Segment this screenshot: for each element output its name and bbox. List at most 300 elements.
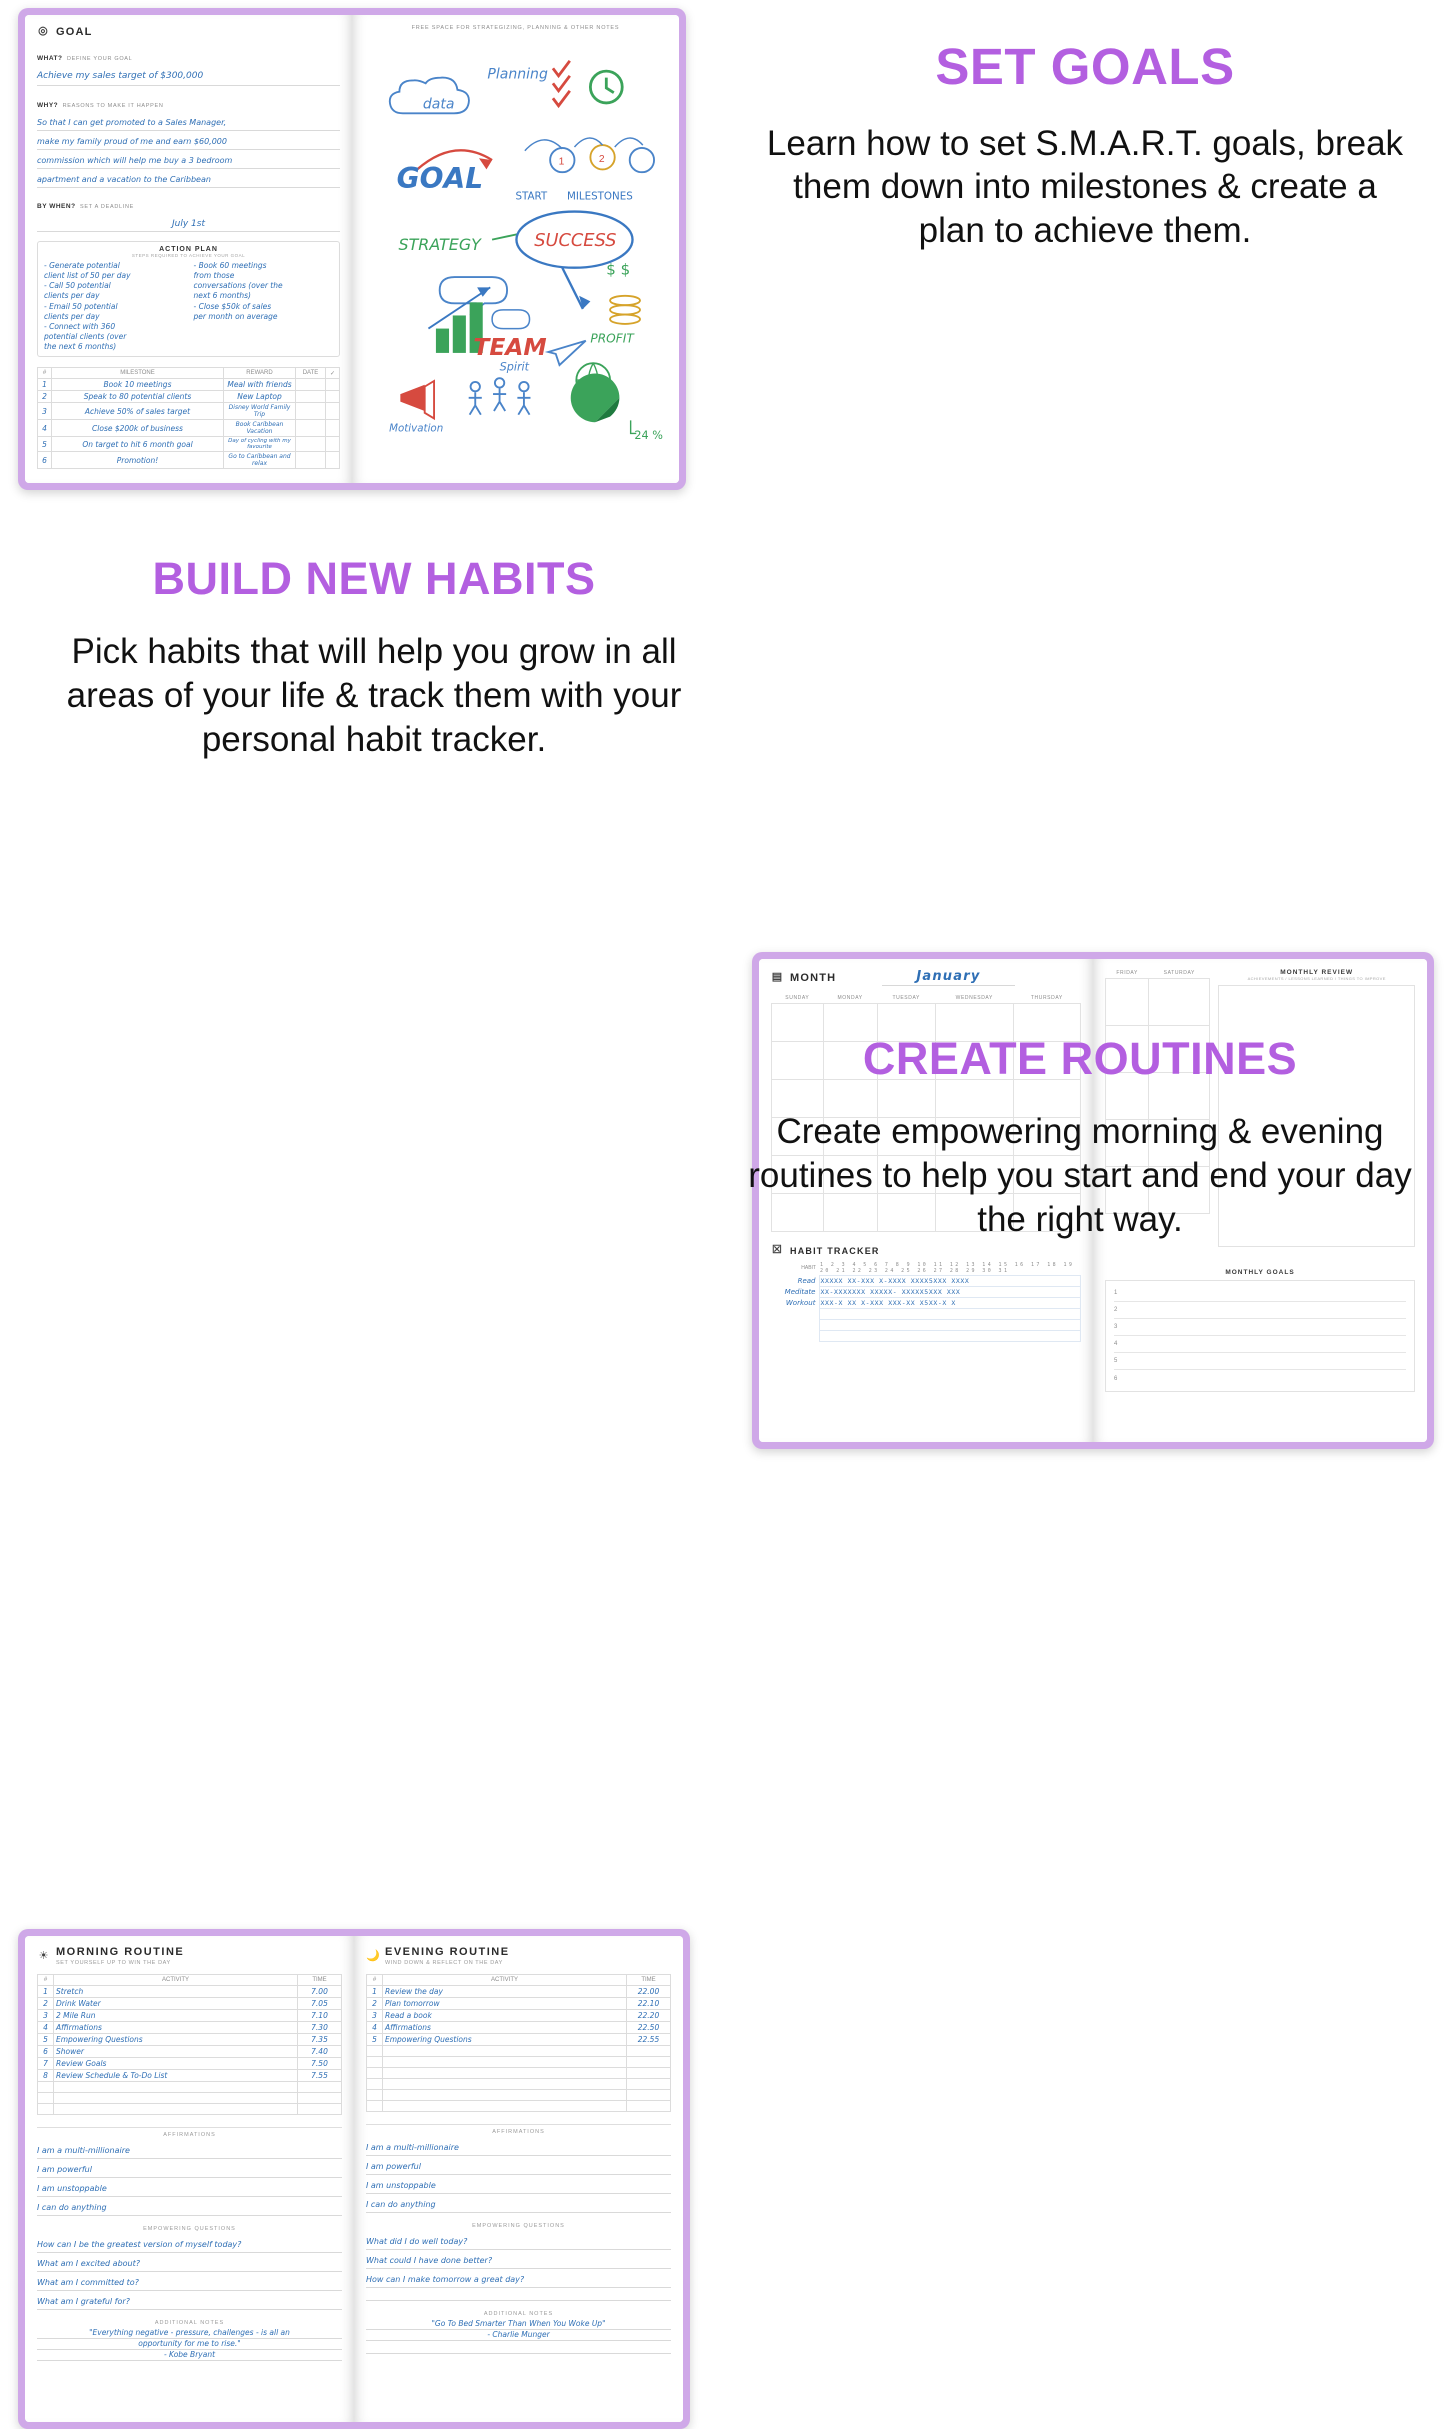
goal-why-line-2: make my family proud of me and earn $60,000 <box>37 137 227 146</box>
evening-row-11-time[interactable] <box>627 2101 671 2112</box>
evening-row-3-activity: Read a book <box>383 2010 627 2022</box>
habit-name-1: Read <box>797 1277 816 1285</box>
morning-row-11-num[interactable] <box>38 2104 54 2115</box>
goal-why-hint: REASONS TO MAKE IT HAPPEN <box>62 103 164 109</box>
evening-question-2: What could I have done better? <box>366 2256 493 2265</box>
milestone-2-text: Speak to 80 potential clients <box>52 391 224 403</box>
morning-row-10-activity[interactable] <box>54 2093 298 2104</box>
action-plan-left-6: clients per day <box>44 311 100 321</box>
goal-why-label: WHY? <box>37 102 59 109</box>
action-plan-right-2: from those <box>193 271 235 281</box>
promo-build-habits-body: Pick habits that will help you grow in all areas of your life & track them with your personal habit tracker. <box>66 632 682 759</box>
milestone-4-check <box>326 420 340 437</box>
habit-marks-empty[interactable] <box>819 1331 1081 1342</box>
list-item[interactable] <box>1114 1285 1406 1302</box>
table-row[interactable] <box>38 2046 342 2058</box>
habit-name-3: Workout <box>785 1299 816 1307</box>
evening-row-4-activity: Affirmations <box>383 2022 627 2034</box>
evening-table-header <box>367 1975 671 1986</box>
evening-question-4[interactable] <box>366 2288 671 2301</box>
milestone-6-num: 6 <box>38 452 52 469</box>
promo-set-goals <box>735 40 1435 253</box>
action-plan-column-right <box>194 261 334 352</box>
evening-note-line-2: - Charlie Munger <box>366 2330 671 2341</box>
evening-notes-content <box>366 2319 671 2354</box>
evening-row-7-num[interactable] <box>367 2057 383 2068</box>
weekday-monday: MONDAY <box>837 995 863 1001</box>
morning-row-2-time: 7.05 <box>298 1998 342 2010</box>
list-item[interactable] <box>1114 1370 1406 1387</box>
goal-spread-pages <box>25 15 679 483</box>
milestones-header-milestone: MILESTONE <box>52 368 224 379</box>
table-row[interactable] <box>38 2022 342 2034</box>
action-plan-left-8: potential clients (over <box>44 331 127 341</box>
evening-row-7-activity[interactable] <box>383 2057 627 2068</box>
morning-row-7-num: 7 <box>38 2058 54 2070</box>
habit-name-2: Meditate <box>784 1288 816 1296</box>
weekday-tuesday: TUESDAY <box>892 995 920 1001</box>
morning-row-5-time: 7.35 <box>298 2034 342 2046</box>
morning-note-line-2: opportunity for me to rise." <box>37 2339 342 2350</box>
action-plan-title: ACTION PLAN <box>159 246 218 253</box>
action-plan-left-2: client list of 50 per day <box>44 271 131 281</box>
milestone-3-date <box>296 403 326 420</box>
evening-row-3-num: 3 <box>367 2010 383 2022</box>
table-row <box>38 452 340 469</box>
check-square-icon: ☒ <box>771 1244 784 1256</box>
evening-row-1-activity: Review the day <box>383 1986 627 1998</box>
evening-row-3-time: 22.20 <box>627 2010 671 2022</box>
morning-note-line-3: - Kobe Bryant <box>37 2350 342 2361</box>
milestone-6-text: Promotion! <box>52 452 224 469</box>
table-row[interactable] <box>38 2093 342 2104</box>
list-item[interactable] <box>1114 1319 1406 1336</box>
svg-text:1: 1 <box>558 156 565 168</box>
svg-text:Spirit: Spirit <box>499 360 530 374</box>
action-plan-box <box>37 241 340 357</box>
table-row[interactable] <box>38 2070 342 2082</box>
promo-build-habits <box>18 555 730 762</box>
list-item[interactable] <box>1114 1336 1406 1353</box>
milestone-1-reward: Meal with friends <box>224 379 296 391</box>
svg-text:START: START <box>515 190 548 203</box>
morning-row-11-activity[interactable] <box>54 2104 298 2115</box>
svg-text:MILESTONES: MILESTONES <box>566 190 633 203</box>
action-plan-left-1: - Generate potential <box>44 261 120 270</box>
habit-tracker-title <box>771 1244 1081 1257</box>
milestone-6-date <box>296 452 326 469</box>
strategy-doodles <box>352 29 679 469</box>
goal-spread-book <box>18 8 686 490</box>
table-row[interactable] <box>38 2104 342 2115</box>
evening-affirmations-list <box>366 2137 671 2213</box>
table-row <box>38 403 340 420</box>
monthly-goals-box <box>1105 1269 1415 1392</box>
action-plan-right-1: - Book 60 meetings <box>193 261 267 270</box>
goal-why-line-3: commission which will help me buy a 3 bedroom <box>37 156 233 165</box>
svg-text:2: 2 <box>598 153 605 165</box>
morning-questions-list <box>37 2234 342 2310</box>
month-value: January <box>882 969 1014 986</box>
table-row[interactable] <box>38 2082 342 2093</box>
milestone-1-date <box>296 379 326 391</box>
milestone-5-text: On target to hit 6 month goal <box>52 437 224 452</box>
morning-activity-table <box>37 1974 342 2115</box>
morning-row-8-activity: Review Schedule & To-Do List <box>54 2070 298 2082</box>
action-plan-subtitle: STEPS REQUIRED TO ACHIEVE YOUR GOAL <box>131 253 246 258</box>
moon-icon: 🌙 <box>366 1949 380 1962</box>
morning-notes-content <box>37 2328 342 2361</box>
morning-row-2-activity: Drink Water <box>54 1998 298 2010</box>
morning-question-2: What am I excited about? <box>37 2259 140 2268</box>
morning-routine-subtitle: SET YOURSELF UP TO WIN THE DAY <box>56 1960 171 1966</box>
svg-text:data: data <box>422 96 455 113</box>
morning-question-3: What am I committed to? <box>37 2278 139 2287</box>
table-row[interactable] <box>38 1998 342 2010</box>
milestone-2-date <box>296 391 326 403</box>
evening-affirmation-3: I am unstoppable <box>366 2181 436 2190</box>
evening-row-1-time: 22.00 <box>627 1986 671 1998</box>
action-plan-right-5: - Close $50k of sales <box>193 301 272 311</box>
promo-set-goals-heading: SET GOALS <box>935 38 1235 95</box>
morning-affirmation-1: I am a multi-millionaire <box>37 2146 130 2155</box>
evening-routine-subtitle: WIND DOWN & REFLECT ON THE DAY <box>385 1960 503 1966</box>
evening-affirmation-1: I am a multi-millionaire <box>366 2143 459 2152</box>
table-row[interactable] <box>367 2057 671 2068</box>
promo-set-goals-body: Learn how to set S.M.A.R.T. goals, break them down into milestones & create a plan to achieve them. <box>766 123 1404 251</box>
milestone-2-check <box>326 391 340 403</box>
evening-row-9-activity[interactable] <box>383 2079 627 2090</box>
monthly-goals-title: MONTHLY GOALS <box>1225 1269 1295 1276</box>
calendar-weekday-header <box>772 994 1081 1004</box>
goal-number-6: 6 <box>1114 1375 1118 1382</box>
habit-marks-1: XXXXX XX-XXX X-XXXX XXXX5XXX XXXX <box>819 1276 1081 1287</box>
morning-row-11-time[interactable] <box>298 2104 342 2115</box>
milestone-6-reward: Go to Caribbean and relax <box>224 452 296 469</box>
goal-bywhen-hint: SET A DEADLINE <box>80 204 135 210</box>
calendar-week-row[interactable] <box>1106 979 1210 1026</box>
goal-what-value: Achieve my sales target of $300,000 <box>37 71 204 81</box>
table-row[interactable] <box>367 2079 671 2090</box>
morning-row-1-time: 7.00 <box>298 1986 342 1998</box>
morning-row-4-activity: Affirmations <box>54 2022 298 2034</box>
morning-routine-header <box>37 1946 342 1966</box>
evening-affirmations-title: AFFIRMATIONS <box>366 2124 671 2135</box>
table-row <box>38 379 340 391</box>
goal-page-left <box>25 15 352 483</box>
action-plan-left-5: - Email 50 potential <box>44 301 118 311</box>
evening-row-10-time[interactable] <box>627 2090 671 2101</box>
evening-row-2-activity: Plan tomorrow <box>383 1998 627 2010</box>
action-plan-right-6: per month on average <box>193 311 278 321</box>
milestone-1-check <box>326 379 340 391</box>
milestone-3-reward: Disney World Family Trip <box>224 403 296 420</box>
morning-routine-page <box>25 1936 354 2422</box>
morning-header-time: TIME <box>298 1975 342 1986</box>
evening-affirmation-4: I can do anything <box>366 2200 436 2209</box>
morning-question-1: How can I be the greatest version of myself today? <box>37 2240 242 2249</box>
morning-table-header <box>38 1975 342 1986</box>
calendar-cell[interactable] <box>1149 979 1210 1026</box>
evening-row-6-num[interactable] <box>367 2046 383 2057</box>
svg-text:SUCCESS: SUCCESS <box>534 230 617 252</box>
habit-marks-empty[interactable] <box>819 1320 1081 1331</box>
morning-row-2-num: 2 <box>38 1998 54 2010</box>
evening-row-4-num: 4 <box>367 2022 383 2034</box>
evening-note-line-3[interactable] <box>366 2341 671 2354</box>
milestone-5-num: 5 <box>38 437 52 452</box>
table-row[interactable] <box>367 2010 671 2022</box>
milestone-5-date <box>296 437 326 452</box>
action-plan-right-3: conversations (over the <box>193 281 283 291</box>
evening-header-activity: ACTIVITY <box>383 1975 627 1986</box>
calendar-weekday-header <box>1106 969 1210 979</box>
morning-header-num: # <box>38 1975 54 1986</box>
evening-row-7-time[interactable] <box>627 2057 671 2068</box>
notes-header: FREE SPACE FOR STRATEGIZING, PLANNING & OTHER NOTES <box>411 25 620 31</box>
action-plan-right-4: next 6 months) <box>193 291 251 301</box>
table-row[interactable] <box>771 1309 1081 1320</box>
routines-spread-book <box>18 1929 690 2429</box>
sun-icon: ☀ <box>38 1949 49 1962</box>
evening-row-11-activity[interactable] <box>383 2101 627 2112</box>
morning-affirmations-list <box>37 2140 342 2216</box>
evening-note-line-1: "Go To Bed Smarter Than When You Woke Up" <box>366 2319 671 2330</box>
goal-what-label: WHAT? <box>37 55 63 62</box>
table-row[interactable] <box>38 1986 342 1998</box>
svg-text:TEAM: TEAM <box>473 332 547 361</box>
morning-question-4: What am I grateful for? <box>37 2297 130 2306</box>
monthly-review-title: MONTHLY REVIEW <box>1280 969 1354 976</box>
evening-routine-header <box>366 1946 671 1966</box>
calendar-cell[interactable] <box>1106 979 1149 1026</box>
svg-text:PROFIT: PROFIT <box>590 331 634 346</box>
evening-row-4-time: 22.50 <box>627 2022 671 2034</box>
evening-row-2-num: 2 <box>367 1998 383 2010</box>
list-item[interactable] <box>1114 1353 1406 1370</box>
morning-row-8-time: 7.55 <box>298 2070 342 2082</box>
evening-row-8-activity[interactable] <box>383 2068 627 2079</box>
morning-routine-title: MORNING ROUTINE <box>56 1946 185 1958</box>
evening-affirmation-2: I am powerful <box>366 2162 421 2171</box>
milestone-6-check <box>326 452 340 469</box>
morning-row-4-time: 7.30 <box>298 2022 342 2034</box>
milestone-4-num: 4 <box>38 420 52 437</box>
milestone-4-date <box>296 420 326 437</box>
weekday-friday: FRIDAY <box>1116 970 1138 976</box>
milestone-3-check <box>326 403 340 420</box>
table-row[interactable] <box>771 1331 1081 1342</box>
milestones-header-num: # <box>38 368 52 379</box>
milestone-4-reward: Book Caribbean Vacation <box>224 420 296 437</box>
morning-row-10-num[interactable] <box>38 2093 54 2104</box>
evening-question-3: How can I make tomorrow a great day? <box>366 2275 525 2284</box>
weekday-sunday: SUNDAY <box>785 995 810 1001</box>
promo-create-routines <box>724 1035 1436 1242</box>
milestone-3-num: 3 <box>38 403 52 420</box>
month-title-text: MONTH <box>790 971 837 984</box>
milestone-1-num: 1 <box>38 379 52 391</box>
weekday-saturday: SATURDAY <box>1163 970 1195 976</box>
promo-create-routines-body: Create empowering morning & evening routines to help you start and end your day the right way. <box>748 1112 1412 1239</box>
evening-row-5-time: 22.55 <box>627 2034 671 2046</box>
milestones-table <box>37 367 340 469</box>
list-item[interactable] <box>1114 1302 1406 1319</box>
routines-spread-pages <box>25 1936 683 2422</box>
milestones-header-row <box>38 368 340 379</box>
evening-routine-page <box>354 1936 683 2422</box>
weekday-wednesday: WEDNESDAY <box>955 995 993 1001</box>
evening-row-10-num[interactable] <box>367 2090 383 2101</box>
milestones-header-check: ✓ <box>326 368 340 379</box>
goal-number-1: 1 <box>1114 1290 1118 1296</box>
table-row[interactable] <box>367 1986 671 1998</box>
goal-number-5: 5 <box>1114 1358 1118 1364</box>
milestone-2-num: 2 <box>38 391 52 403</box>
morning-row-7-time: 7.50 <box>298 2058 342 2070</box>
evening-row-1-num: 1 <box>367 1986 383 1998</box>
table-row[interactable] <box>367 2046 671 2057</box>
morning-row-8-num: 8 <box>38 2070 54 2082</box>
table-row <box>38 437 340 452</box>
habit-days-list: 1 2 3 4 5 6 7 8 9 10 11 12 13 14 15 16 17 18 19 20 21 22 23 24 25 26 27 28 29 30 31 <box>820 1262 1075 1274</box>
morning-row-1-activity: Stretch <box>54 1986 298 1998</box>
evening-row-8-time[interactable] <box>627 2068 671 2079</box>
habit-marks-3: XXX-X XX X-XXX XXX-XX X5XX-X X <box>819 1298 1081 1309</box>
table-row[interactable] <box>367 2101 671 2112</box>
morning-affirmation-2: I am powerful <box>37 2165 92 2174</box>
habit-marks-2: XX-XXXXXXX XXXXX- XXXXX5XXX XXX <box>819 1287 1081 1298</box>
table-row[interactable] <box>771 1320 1081 1331</box>
evening-row-10-activity[interactable] <box>383 2090 627 2101</box>
evening-questions-list <box>366 2231 671 2301</box>
morning-row-9-num[interactable] <box>38 2082 54 2093</box>
evening-row-6-activity[interactable] <box>383 2046 627 2057</box>
goal-what-hint: DEFINE YOUR GOAL <box>66 56 133 62</box>
evening-header-time: TIME <box>627 1975 671 1986</box>
goal-number-3: 3 <box>1114 1324 1118 1330</box>
table-row[interactable] <box>367 2034 671 2046</box>
table-row[interactable] <box>771 1298 1081 1309</box>
evening-row-5-num: 5 <box>367 2034 383 2046</box>
table-row[interactable] <box>367 2068 671 2079</box>
morning-row-6-time: 7.40 <box>298 2046 342 2058</box>
evening-row-11-num[interactable] <box>367 2101 383 2112</box>
monthly-review-subtitle: ACHIEVEMENTS / LESSONS LEARNED / THINGS TO IMPROVE <box>1247 976 1386 981</box>
evening-activity-table <box>366 1974 671 2112</box>
evening-row-8-num[interactable] <box>367 2068 383 2079</box>
morning-row-7-activity: Review Goals <box>54 2058 298 2070</box>
goal-number-4: 4 <box>1114 1341 1118 1347</box>
morning-header-activity: ACTIVITY <box>54 1975 298 1986</box>
goal-bywhen-value: July 1st <box>172 219 205 229</box>
morning-row-10-time[interactable] <box>298 2093 342 2104</box>
morning-row-6-activity: Shower <box>54 2046 298 2058</box>
milestone-3-text: Achieve 50% of sales target <box>52 403 224 420</box>
morning-row-9-time[interactable] <box>298 2082 342 2093</box>
milestones-header-reward: REWARD <box>224 368 296 379</box>
action-plan-left-7: - Connect with 360 <box>44 321 116 331</box>
milestone-4-text: Close $200k of business <box>52 420 224 437</box>
evening-row-5-activity: Empowering Questions <box>383 2034 627 2046</box>
evening-header-num: # <box>367 1975 383 1986</box>
morning-row-3-activity: 2 Mile Run <box>54 2010 298 2022</box>
promo-create-routines-heading: CREATE ROUTINES <box>862 1033 1298 1084</box>
target-icon: ◎ <box>38 25 49 37</box>
goal-why-line-4: apartment and a vacation to the Caribbean <box>37 175 211 184</box>
morning-row-6-num: 6 <box>38 2046 54 2058</box>
table-row[interactable] <box>38 2034 342 2046</box>
table-row[interactable] <box>38 2058 342 2070</box>
evening-row-2-time: 22.10 <box>627 1998 671 2010</box>
morning-questions-title: EMPOWERING QUESTIONS <box>143 2226 236 2232</box>
milestone-1-text: Book 10 meetings <box>52 379 224 391</box>
milestone-2-reward: New Laptop <box>224 391 296 403</box>
evening-row-6-time[interactable] <box>627 2046 671 2057</box>
evening-row-9-time[interactable] <box>627 2079 671 2090</box>
table-row <box>38 420 340 437</box>
action-plan-left-3: - Call 50 potential <box>44 281 111 291</box>
table-row[interactable] <box>38 2010 342 2022</box>
month-section-title <box>771 969 1081 986</box>
morning-row-1-num: 1 <box>38 1986 54 1998</box>
milestone-5-check <box>326 437 340 452</box>
action-plan-column-left <box>44 261 184 352</box>
goal-bywhen-label: BY WHEN? <box>37 203 76 210</box>
morning-affirmations-title: AFFIRMATIONS <box>37 2127 342 2138</box>
table-row[interactable] <box>367 2090 671 2101</box>
goal-number-2: 2 <box>1114 1307 1118 1313</box>
goal-section-title <box>37 25 340 38</box>
evening-row-9-num[interactable] <box>367 2079 383 2090</box>
morning-row-3-num: 3 <box>38 2010 54 2022</box>
evening-notes-title: ADDITIONAL NOTES <box>483 2311 554 2317</box>
table-row[interactable] <box>367 2022 671 2034</box>
morning-row-3-time: 7.10 <box>298 2010 342 2022</box>
milestone-5-reward: Day of cycling with my favourite <box>224 437 296 452</box>
table-row[interactable] <box>771 1287 1081 1298</box>
morning-affirmation-4: I can do anything <box>37 2203 107 2212</box>
monthly-goals-list <box>1105 1280 1415 1392</box>
svg-text:GOAL: GOAL <box>396 162 484 196</box>
weekday-thursday: THURSDAY <box>1030 995 1063 1001</box>
svg-text:24 %: 24 % <box>634 429 663 443</box>
evening-questions-title: EMPOWERING QUESTIONS <box>472 2223 565 2229</box>
table-row[interactable] <box>367 1998 671 2010</box>
habit-tracker-section <box>771 1244 1081 1342</box>
promo-build-habits-heading: BUILD NEW HABITS <box>152 553 596 604</box>
svg-text:STRATEGY: STRATEGY <box>398 234 481 254</box>
svg-text:Planning: Planning <box>487 66 548 83</box>
action-plan-left-9: the next 6 months) <box>44 342 117 351</box>
svg-text:Motivation: Motivation <box>389 422 444 435</box>
calendar-icon: ▤ <box>771 971 784 983</box>
milestones-header-date: DATE <box>296 368 326 379</box>
morning-row-9-activity[interactable] <box>54 2082 298 2093</box>
morning-note-line-1: "Everything negative - pressure, challenges - is all an <box>37 2328 342 2339</box>
habit-marks-empty[interactable] <box>819 1309 1081 1320</box>
evening-question-1: What did I do well today? <box>366 2237 468 2246</box>
morning-affirmation-3: I am unstoppable <box>37 2184 107 2193</box>
table-row <box>38 391 340 403</box>
goal-title-text: GOAL <box>56 25 93 38</box>
svg-text:$ $: $ $ <box>606 260 631 279</box>
goal-why-line-1: So that I can get promoted to a Sales Manager, <box>37 118 227 127</box>
morning-row-5-num: 5 <box>38 2034 54 2046</box>
action-plan-left-4: clients per day <box>44 291 100 301</box>
goal-page-right-notes <box>352 15 679 483</box>
table-row[interactable] <box>771 1276 1081 1287</box>
